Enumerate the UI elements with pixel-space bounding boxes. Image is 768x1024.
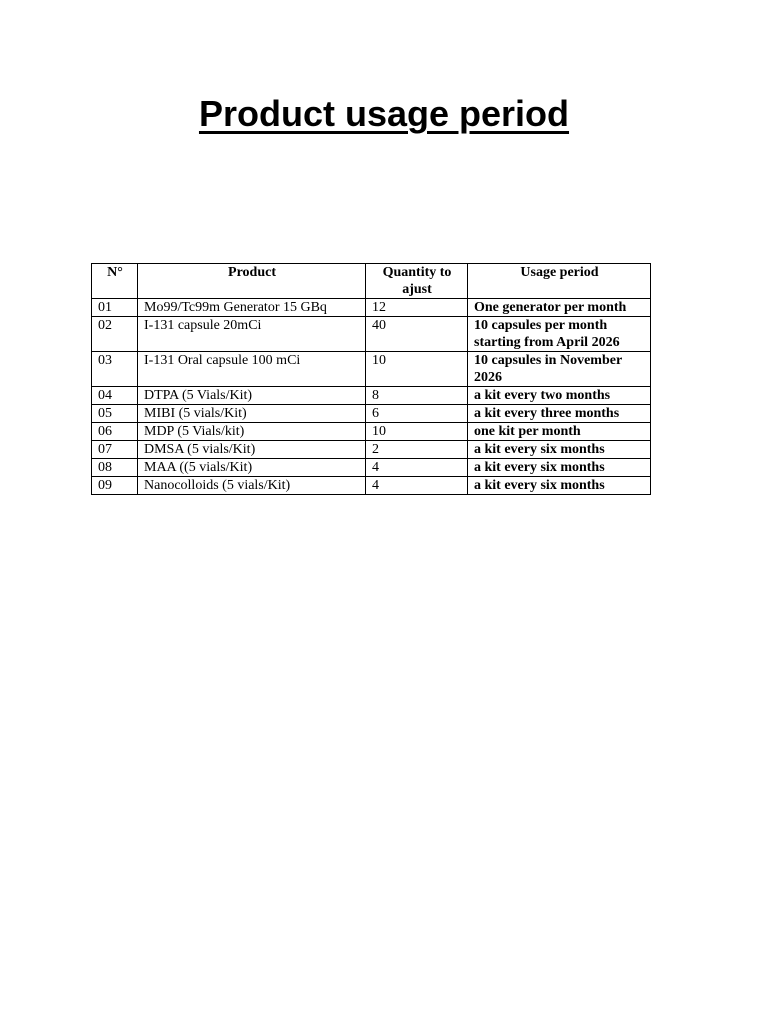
page-title: Product usage period	[198, 93, 570, 134]
row-product: MAA ((5 vials/Kit)	[138, 459, 366, 477]
row-quantity: 40	[366, 317, 468, 352]
row-quantity: 12	[366, 299, 468, 317]
product-usage-table	[91, 263, 651, 495]
row-quantity: 4	[366, 459, 468, 477]
table-row	[92, 387, 651, 405]
row-quantity: 8	[366, 387, 468, 405]
table-header-row	[92, 264, 651, 299]
table-row	[92, 299, 651, 317]
row-number: 07	[92, 441, 138, 459]
header-quantity: Quantity to ajust	[366, 264, 468, 299]
row-number: 06	[92, 423, 138, 441]
row-usage-period: a kit every six months	[468, 477, 651, 495]
row-quantity: 10	[366, 352, 468, 387]
row-usage-period: a kit every six months	[468, 441, 651, 459]
row-quantity: 10	[366, 423, 468, 441]
row-product: Mo99/Tc99m Generator 15 GBq	[138, 299, 366, 317]
row-usage-period: a kit every six months	[468, 459, 651, 477]
row-number: 02	[92, 317, 138, 352]
row-quantity: 2	[366, 441, 468, 459]
row-product: MDP (5 Vials/kit)	[138, 423, 366, 441]
table-row	[92, 352, 651, 387]
row-number: 04	[92, 387, 138, 405]
row-usage-period: a kit every two months	[468, 387, 651, 405]
table-row	[92, 423, 651, 441]
row-product: DMSA (5 vials/Kit)	[138, 441, 366, 459]
row-product: DTPA (5 Vials/Kit)	[138, 387, 366, 405]
row-product: Nanocolloids (5 vials/Kit)	[138, 477, 366, 495]
row-product: I-131 Oral capsule 100 mCi	[138, 352, 366, 387]
row-number: 05	[92, 405, 138, 423]
table-row	[92, 317, 651, 352]
row-usage-period: 10 capsules in November 2026	[468, 352, 651, 387]
table-row	[92, 405, 651, 423]
header-usage-period: Usage period	[468, 264, 651, 299]
header-number: N°	[92, 264, 138, 299]
row-usage-period: 10 capsules per month starting from April 2026	[468, 317, 651, 352]
row-number: 08	[92, 459, 138, 477]
table-row	[92, 441, 651, 459]
table-row	[92, 477, 651, 495]
row-product: I-131 capsule 20mCi	[138, 317, 366, 352]
row-quantity: 4	[366, 477, 468, 495]
row-usage-period: one kit per month	[468, 423, 651, 441]
row-number: 03	[92, 352, 138, 387]
row-number: 09	[92, 477, 138, 495]
table-row	[92, 459, 651, 477]
row-usage-period: One generator per month	[468, 299, 651, 317]
row-product: MIBI (5 vials/Kit)	[138, 405, 366, 423]
row-number: 01	[92, 299, 138, 317]
row-usage-period: a kit every three months	[468, 405, 651, 423]
header-product: Product	[138, 264, 366, 299]
row-quantity: 6	[366, 405, 468, 423]
